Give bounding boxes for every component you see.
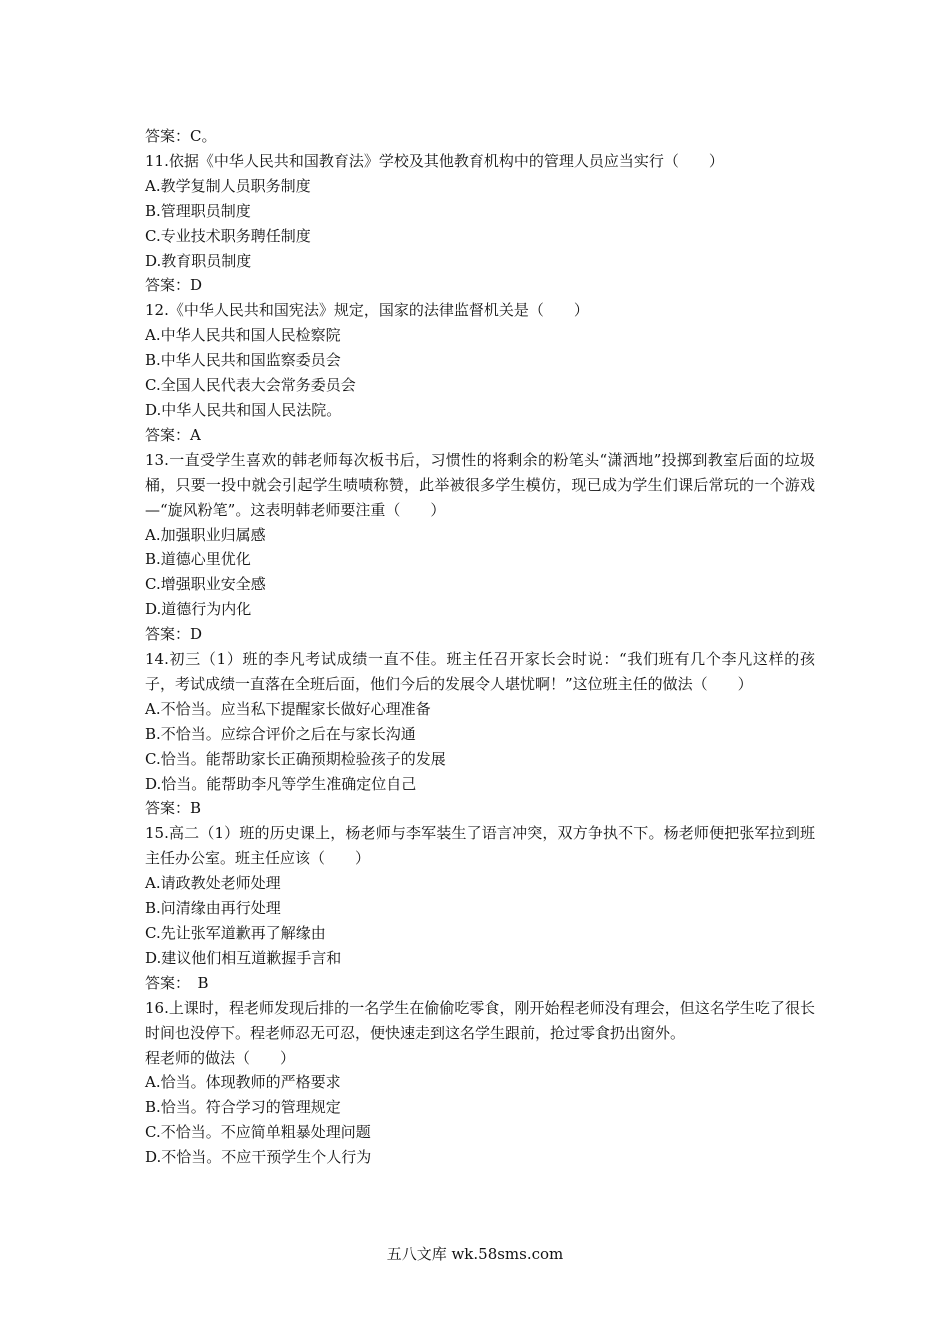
option-d: D.不恰当。不应干预学生个人行为 xyxy=(145,1148,372,1167)
answer-line: 答案：C。 xyxy=(145,127,217,145)
question-stem: 16.上课时，程老师发现后排的一名学生在偷偷吃零食，刚开始程老师没有理会，但这名学生吃了很长时间也没停下。程老师忍无可忍，便快速走到这名学生跟前，抢过零食扔出窗外。 xyxy=(145,998,815,1042)
document-body xyxy=(145,124,815,1170)
question-14 xyxy=(145,647,815,821)
question-15 xyxy=(145,821,815,995)
option-c: C.恰当。能帮助家长正确预期检验孩子的发展 xyxy=(145,749,446,768)
question-stem: 13.一直受学生喜欢的韩老师每次板书后，习惯性的将剩余的粉笔头“潇洒地”投掷到教室后面的垃圾桶，只要一投中就会引起学生啧啧称赞，此举被很多学生模仿，现已成为学生们课后常玩的一个游戏—“旋风粉笔”。这表明韩老师要注重（ ） xyxy=(145,450,815,519)
option-b: B.问清缘由再行处理 xyxy=(145,899,281,918)
question-16 xyxy=(145,996,815,1170)
option-b: B.恰当。符合学习的管理规定 xyxy=(145,1098,341,1117)
answer-line: 答案：D xyxy=(145,625,203,644)
option-a: A.不恰当。应当私下提醒家长做好心理准备 xyxy=(145,699,431,718)
answer-line: 答案：D xyxy=(145,276,203,295)
option-a: A.教学复制人员职务制度 xyxy=(145,176,311,195)
option-a: A.恰当。体现教师的严格要求 xyxy=(145,1073,341,1092)
question-stem: 15.高二（1）班的历史课上，杨老师与李军装生了语言冲突，双方争执不下。杨老师便把张军拉到班主任办公室。班主任应该（ ） xyxy=(145,824,815,868)
option-b: B.管理职员制度 xyxy=(145,201,251,220)
option-c: C.增强职业安全感 xyxy=(145,575,266,594)
answer-line: 答案： B xyxy=(145,973,209,992)
answer-line: 答案：A xyxy=(145,425,201,444)
option-d: D.教育职员制度 xyxy=(145,251,252,270)
option-c: C.不恰当。不应简单粗暴处理问题 xyxy=(145,1123,371,1142)
option-b: B.道德心里优化 xyxy=(145,550,251,569)
option-d: D.道德行为内化 xyxy=(145,600,252,619)
option-c: C.专业技术职务聘任制度 xyxy=(145,226,311,245)
question-13 xyxy=(145,448,815,647)
option-a: A.中华人民共和国人民检察院 xyxy=(145,326,341,345)
question-12 xyxy=(145,298,815,447)
question-stem: 12.《中华人民共和国宪法》规定，国家的法律监督机关是（ ） xyxy=(145,301,589,320)
question-11 xyxy=(145,149,815,298)
option-c: C.全国人民代表大会常务委员会 xyxy=(145,376,356,395)
option-b: B.不恰当。应综合评价之后在与家长沟通 xyxy=(145,724,416,743)
option-d: D.恰当。能帮助李凡等学生准确定位自己 xyxy=(145,774,417,793)
option-a: A.加强职业归属感 xyxy=(145,525,266,544)
option-d: D.建议他们相互道歉握手言和 xyxy=(145,948,342,967)
answer-line: 答案：B xyxy=(145,799,202,818)
question-stem: 14.初三（1）班的李凡考试成绩一直不佳。班主任召开家长会时说：“我们班有几个李凡这样的孩子，考试成绩一直落在全班后面，他们今后的发展令人堪忧啊！”这位班主任的做法（ ） xyxy=(145,650,815,693)
question-stem: 11.依据《中华人民共和国教育法》学校及其他教育机构中的管理人员应当实行（ ） xyxy=(145,151,724,170)
question-stem-continued: 程老师的做法（ ） xyxy=(145,1048,296,1067)
option-b: B.中华人民共和国监察委员会 xyxy=(145,351,341,370)
option-a: A.请政教处老师处理 xyxy=(145,874,281,893)
footer-watermark: 五八文库 wk.58sms.com xyxy=(386,1245,564,1263)
option-d: D.中华人民共和国人民法院。 xyxy=(145,400,342,419)
option-c: C.先让张军道歉再了解缘由 xyxy=(145,924,326,942)
